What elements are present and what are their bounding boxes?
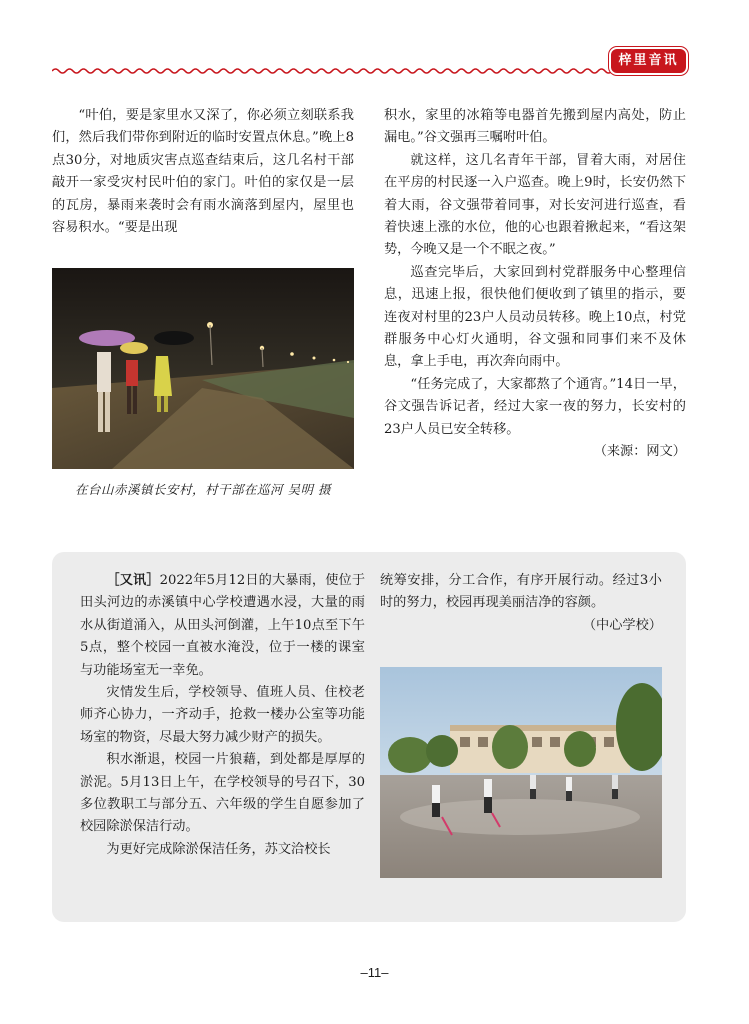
article-paragraph: 就这样，这几名青年干部，冒着大雨，对居住在平房的村民逐一入户巡查。晚上9时，长安仍然下着大雨，谷文强带着同事，对长安河进行巡查，看着快速上涨的水位，他的心也跟着揪起来，“看这架势，今晚又是一个不眠之夜。” [384, 152, 686, 258]
box-right-column [380, 570, 662, 637]
box-left-column [80, 570, 365, 861]
box-paragraph: ［又讯］2022年5月12日的大暴雨，使位于田头河边的赤溪镇中心学校遭遇水浸，大量的雨水从街道涌入，从田头河倒灌，上午10点至下午5点，整个校园一直被水淹没，位于一楼的课室与功能场室无一幸免。 [80, 573, 366, 678]
news-tag: ［又讯］ [106, 573, 160, 588]
article-paragraph: “任务完成了，大家都熬了个通宵。”14日一早，谷文强告诉记者，经过大家一夜的努力，长安村的23户人员已安全转移。 [384, 376, 686, 437]
box-source: （中心学校） [582, 617, 662, 633]
box-paragraph: 积水渐退，校园一片狼藉，到处都是厚厚的淤泥。5月13日上午，在学校领导的号召下，30多位教职工与部分五、六年级的学生自愿参加了校园除淤保洁行动。 [80, 752, 365, 835]
article-left-column [52, 105, 354, 239]
article-paragraph: 巡查完毕后，大家回到村党群服务中心整理信息，迅速上报，很快他们便收到了镇里的指示，要连夜对村里的23户人员动员转移。晚上10点，村党群服务中心灯火通明，谷文强和同事们来不及休息，拿上手电，再次奔向雨中。 [384, 264, 686, 370]
school-cleanup-photo [380, 667, 662, 878]
article-right-column [384, 105, 686, 464]
article-source: （来源：网文） [593, 444, 686, 460]
section-badge: 梓里音讯 [611, 49, 686, 73]
box-paragraph: 灾情发生后，学校领导、值班人员、住校老师齐心协力，一齐动手，抢救一楼办公室等功能场室的物资，尽最大努力减少财产的损失。 [80, 685, 365, 745]
photo-caption: 在台山赤溪镇长安村，村干部在巡河 吴明 摄 [75, 482, 331, 497]
night-patrol-photo [52, 268, 354, 469]
article-paragraph: “叶伯，要是家里水又深了，你必须立刻联系我们，然后我们带你到附近的临时安置点休息。”晚上8点30分，对地质灾害点巡查结束后，这几名村干部敲开一家受灾村民叶伯的家门。叶伯的家仅是一层的瓦房，暴雨来袭时会有雨水滴落到屋内，屋里也容易积水。“要是出现 [52, 108, 354, 236]
box-paragraph: 为更好完成除淤保洁任务，苏文洽校长 [106, 841, 331, 857]
header-wave-divider [52, 66, 648, 76]
article-paragraph: 积水，家里的冰箱等电器首先搬到屋内高处，防止漏电。”谷文强再三嘱咐叶伯。 [384, 108, 686, 146]
page-number: –11– [360, 965, 389, 980]
box-paragraph: 统筹安排，分工合作，有序开展行动。经过3小时的努力，校园再现美丽洁净的容颜。 [380, 573, 662, 611]
